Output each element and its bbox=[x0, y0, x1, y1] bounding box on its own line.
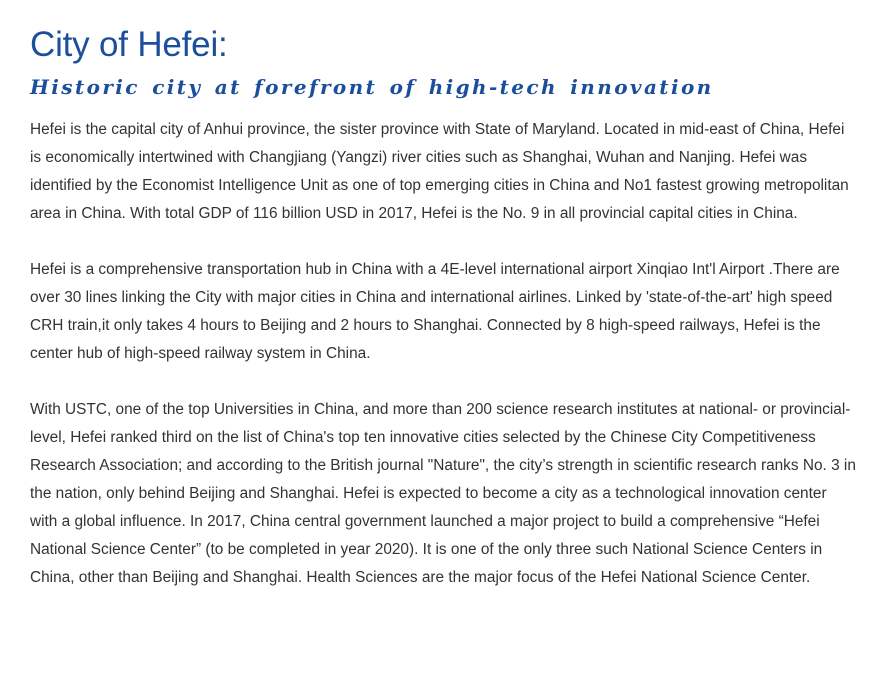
paragraph-transportation: Hefei is a comprehensive transportation hub in China with a 4E-level international airport Xinqiao Int'l Airport .There are over 30 lines linking the City with major cities in China and international airlines. Linked by 'state-of-the-art' high speed CRH train,it only takes 4 hours to Beijing and 2 hours to Shanghai. Connected by 8 high-speed railways, Hefei is the center hub of high-speed railway system in China. bbox=[30, 261, 840, 362]
page-subtitle: Historic city at forefront of high-tech innovation bbox=[30, 75, 714, 99]
article bbox=[30, 24, 858, 620]
paragraph-overview: Hefei is the capital city of Anhui province, the sister province with State of Maryland. Located in mid-east of China, Hefei is economically intertwined with Changjiang (Yangzi) river cities such as Shanghai, Wuhan and Nanjing. Hefei was identified by the Economist Intelligence Unit as one of top emerging cities in China and No1 fastest growing metropolitan area in China. With total GDP of 116 billion USD in 2017, Hefei is the No. 9 in all provincial capital cities in China. bbox=[30, 121, 849, 222]
page-title: City of Hefei: bbox=[30, 25, 228, 64]
article-body bbox=[30, 116, 858, 592]
paragraph-innovation: With USTC, one of the top Universities in China, and more than 200 science research institutes at national- or provincial-level, Hefei ranked third on the list of China's top ten innovative cities selected by the Chinese City Competitiveness Research Association; and according to the British journal "Nature", the city’s strength in scientific research ranks No. 3 in the nation, only behind Beijing and Shanghai. Hefei is expected to become a city as a technological innovation center with a global influence. In 2017, China central government launched a major project to build a comprehensive “Hefei National Science Center” (to be completed in year 2020). It is one of the only three such National Science Centers in China, other than Beijing and Shanghai. Health Sciences are the major focus of the Hefei National Science Center. bbox=[30, 401, 856, 586]
